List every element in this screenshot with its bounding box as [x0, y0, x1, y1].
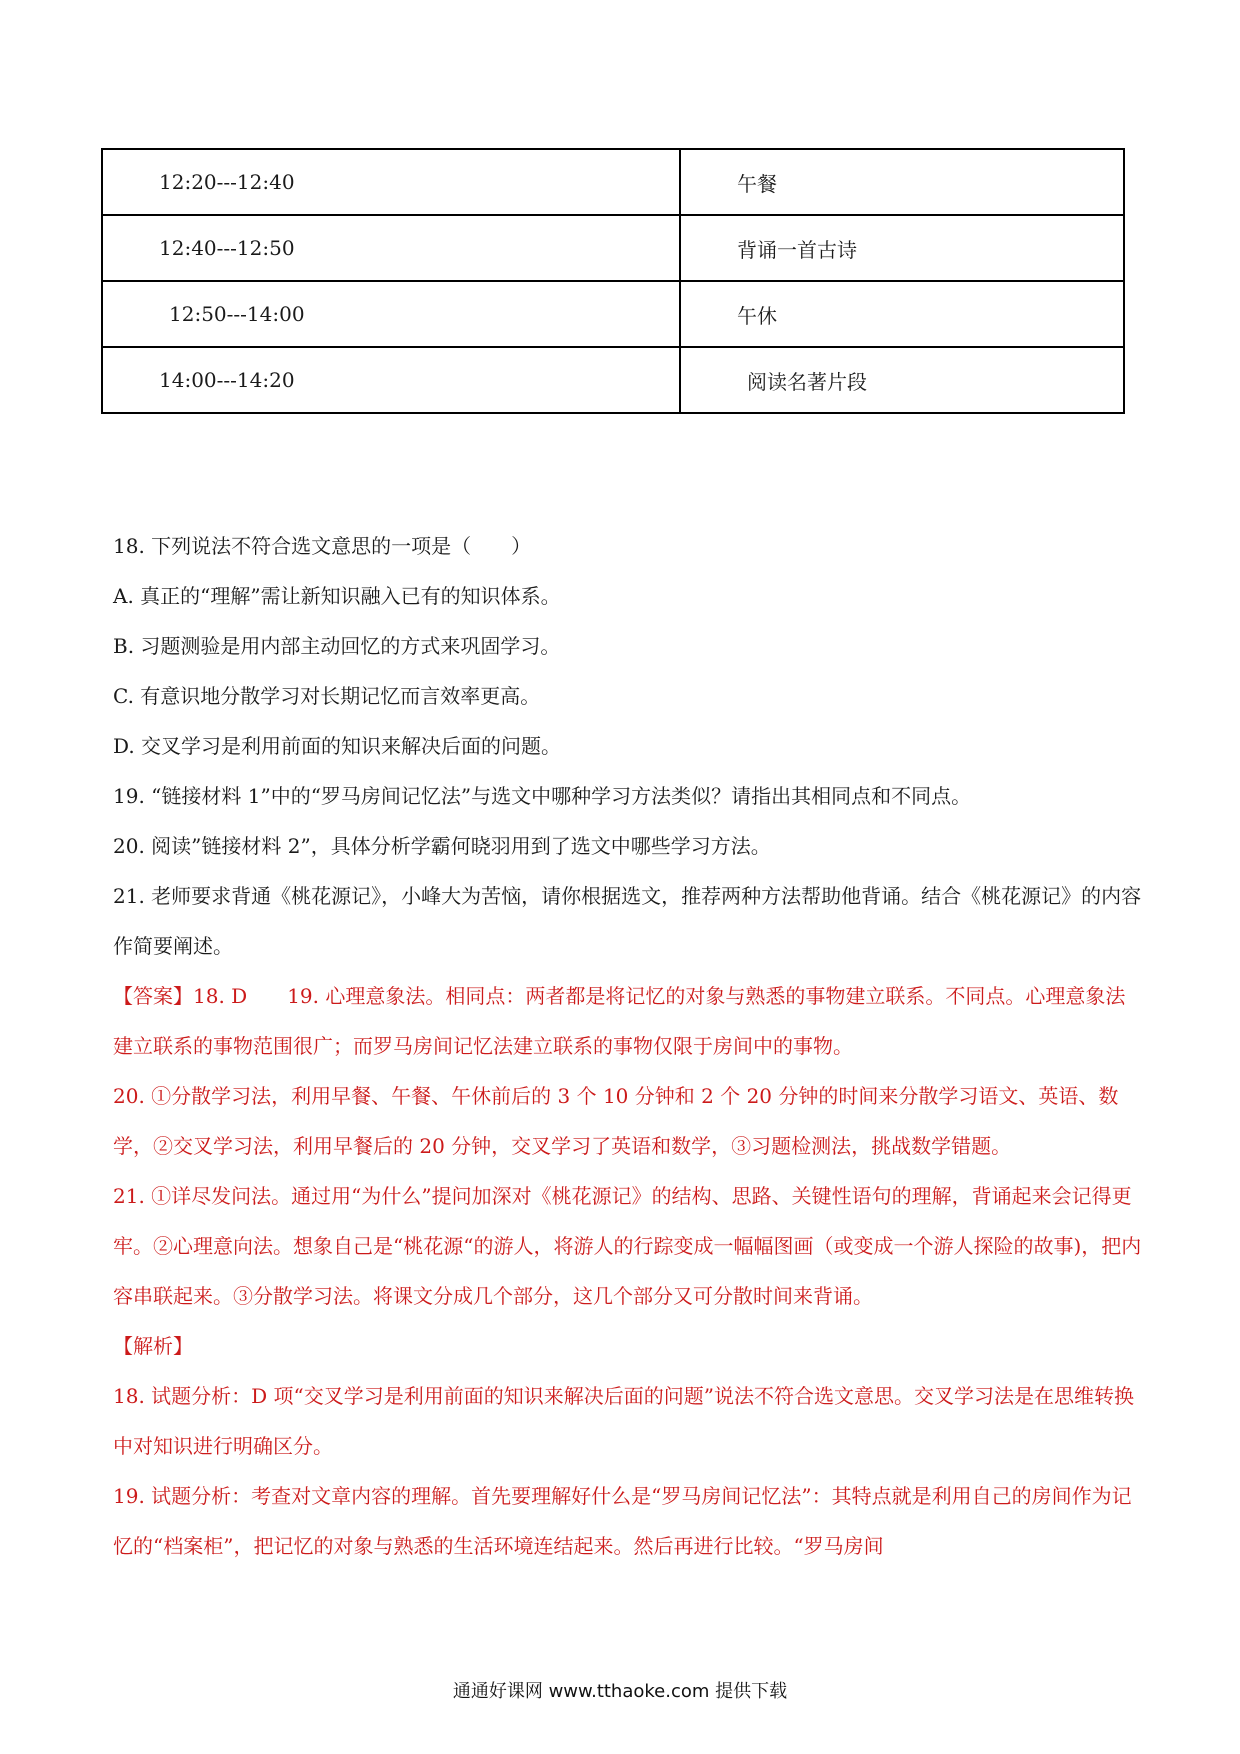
answer-20: 20. ①分散学习法，利用早餐、午餐、午休前后的 3 个 10 分钟和 2 个 20 分钟的时间来分散学习语文、英语、数学，②交叉学习法，利用早餐后的 20 分钟，交叉学习了英语和数学，③习题检测法，挑战数学错题。: [113, 1084, 1119, 1158]
activity-cell: 背诵一首古诗: [680, 215, 1124, 281]
activity-cell: 阅读名著片段: [680, 347, 1124, 413]
schedule-table: [101, 148, 1125, 414]
time-cell: 12:40---12:50: [102, 215, 680, 281]
option-d: D. 交叉学习是利用前面的知识来解决后面的问题。: [113, 734, 562, 758]
analysis-label: 【解析】: [113, 1334, 193, 1358]
option-c: C. 有意识地分散学习对长期记忆而言效率更高。: [113, 684, 541, 708]
table-row: [102, 347, 1124, 413]
question-20: 20. 阅读”链接材料 2”，具体分析学霸何晓羽用到了选文中哪些学习方法。: [113, 834, 771, 858]
activity-cell: 午休: [680, 281, 1124, 347]
answer-21: 21. ①详尽发问法。通过用“为什么”提问加深对《桃花源记》的结构、思路、关键性语句的理解，背诵起来会记得更牢。②心理意向法。想象自己是“桃花源“的游人，将游人的行踪变成一幅幅图画（或变成一个游人探险的故事)，把内容串联起来。③分散学习法。将课文分成几个部分，这几个部分又可分散时间来背诵。: [113, 1184, 1142, 1308]
table-row: [102, 281, 1124, 347]
table-row: [102, 149, 1124, 215]
option-b: B. 习题测验是用内部主动回忆的方式来巩固学习。: [113, 634, 561, 658]
answer-19: 19. 心理意象法。相同点：两者都是将记忆的对象与熟悉的事物建立联系。不同点。心理意象法建立联系的事物范围很广；而罗马房间记忆法建立联系的事物仅限于房间中的事物。: [113, 984, 1126, 1058]
table-row: [102, 215, 1124, 281]
option-a: A. 真正的“理解”需让新知识融入已有的知识体系。: [113, 584, 561, 608]
activity-cell: 午餐: [680, 149, 1124, 215]
analysis-19: 19. 试题分析：考查对文章内容的理解。首先要理解好什么是“罗马房间记忆法”：其特点就是利用自己的房间作为记忆的“档案柜”，把记忆的对象与熟悉的生活环境连结起来。然后再进行比较。“罗马房间: [113, 1484, 1132, 1558]
answer-block: [113, 971, 1143, 1071]
document-body: [113, 521, 1143, 1571]
analysis-18: 18. 试题分析：D 项“交叉学习是利用前面的知识来解决后面的问题”说法不符合选文意思。交叉学习法是在思维转换中对知识进行明确区分。: [113, 1384, 1135, 1458]
time-cell: 12:50---14:00: [102, 281, 680, 347]
question-19: 19. “链接材料 1”中的“罗马房间记忆法”与选文中哪种学习方法类似？请指出其相同点和不同点。: [113, 784, 972, 808]
question-18: 18. 下列说法不符合选文意思的一项是（ ）: [113, 534, 532, 558]
time-cell: 14:00---14:20: [102, 347, 680, 413]
answer-label: 【答案】18. D: [113, 984, 248, 1008]
question-21: 21. 老师要求背通《桃花源记》，小峰大为苦恼，请你根据选文，推荐两种方法帮助他背诵。结合《桃花源记》的内容作简要阐述。: [113, 884, 1142, 958]
time-cell: 12:20---12:40: [102, 149, 680, 215]
footer-text: 通通好课网 www.tthaoke.com 提供下载: [452, 1681, 788, 1702]
